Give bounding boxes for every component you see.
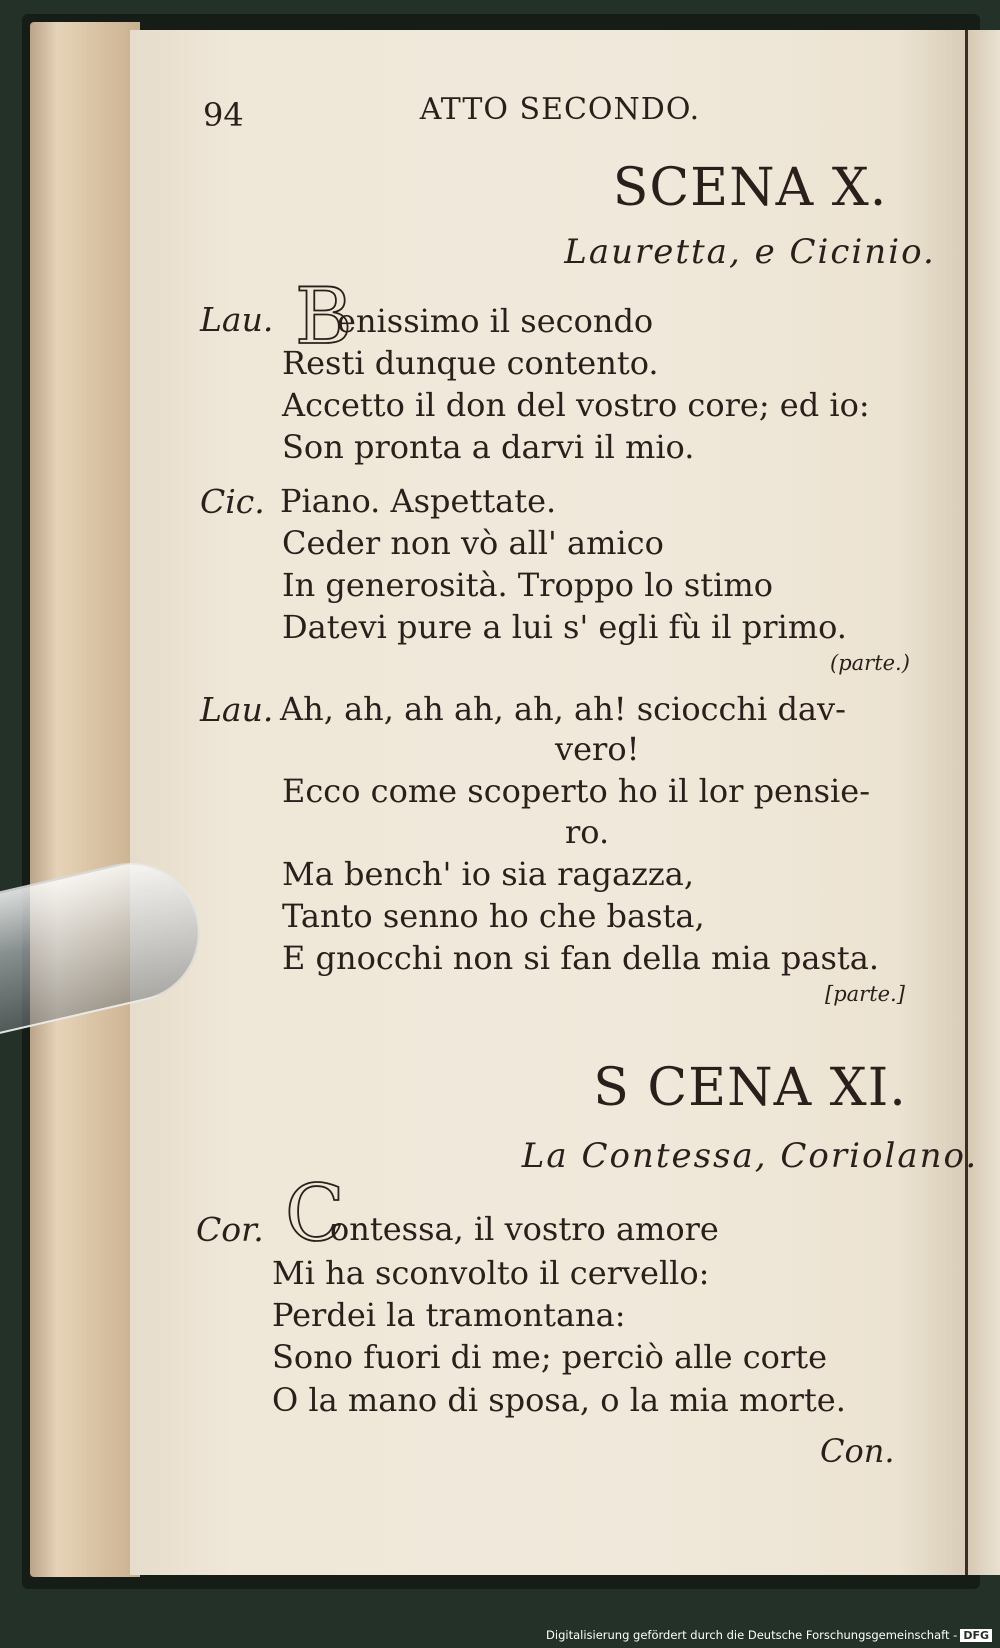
verse-line: In generosità. Troppo lo stimo [282,566,773,604]
verse-line: Sono fuori di me; perciò alle corte [272,1338,828,1376]
page-edges [30,22,140,1577]
verse-line: Ecco come scoperto ho il lor pensie- [282,772,870,810]
footer-credit-text: Digitalisierung gefördert durch die Deutsche Forschungsgemeinschaft - [546,1628,958,1642]
verse-line: Ah, ah, ah ah, ah, ah! sciocchi dav- [280,690,846,728]
verse-line: Ceder non vò all' amico [282,524,664,562]
speaker: Lau. [200,300,274,339]
verse-line: O la mano di sposa, o la mia morte. [272,1381,846,1419]
scene-characters: Lauretta, e Cicinio. [564,232,936,272]
scene-characters: La Contessa, Coriolano. [521,1136,979,1176]
verse-line: Resti dunque contento. [282,344,659,382]
verse-line: enissimo il secondo [337,302,654,340]
speaker: Cor. [196,1210,264,1249]
verse-line: Datevi pure a lui s' egli fù il primo. [282,608,847,646]
scene-title: SCENA X. [612,158,888,218]
verse-line: ontessa, il vostro amore [330,1210,719,1248]
dfg-logo: DFG [960,1629,992,1642]
stage-direction: (parte.) [830,651,910,675]
page-number: 94 [203,96,244,134]
verse-line: Mi ha sconvolto il cervello: [272,1254,710,1292]
verse-line: Ma bench' io sia ragazza, [282,855,695,893]
drop-cap: C [285,1169,345,1259]
drop-cap: B [295,272,353,362]
verse-line: Accetto il don del vostro core; ed io: [282,386,870,424]
footer-credit [546,1628,992,1642]
verse-line: Son pronta a darvi il mio. [282,428,695,466]
catchword: Con. [820,1432,895,1470]
speaker: Cic. [200,482,265,521]
speaker: Lau. [200,690,274,729]
verse-line: ro. [565,813,610,851]
verse-line: vero! [555,730,640,768]
stage-direction: [parte.] [825,982,905,1006]
verse-line: Perdei la tramontana: [272,1296,626,1334]
scene-title: S CENA XI. [593,1058,907,1118]
verse-line: Piano. Aspettate. [280,482,557,520]
running-head: ATTO SECONDO. [419,92,701,127]
verse-line: Tanto senno ho che basta, [282,897,705,935]
verse-line: E gnocchi non si fan della mia pasta. [282,939,879,977]
